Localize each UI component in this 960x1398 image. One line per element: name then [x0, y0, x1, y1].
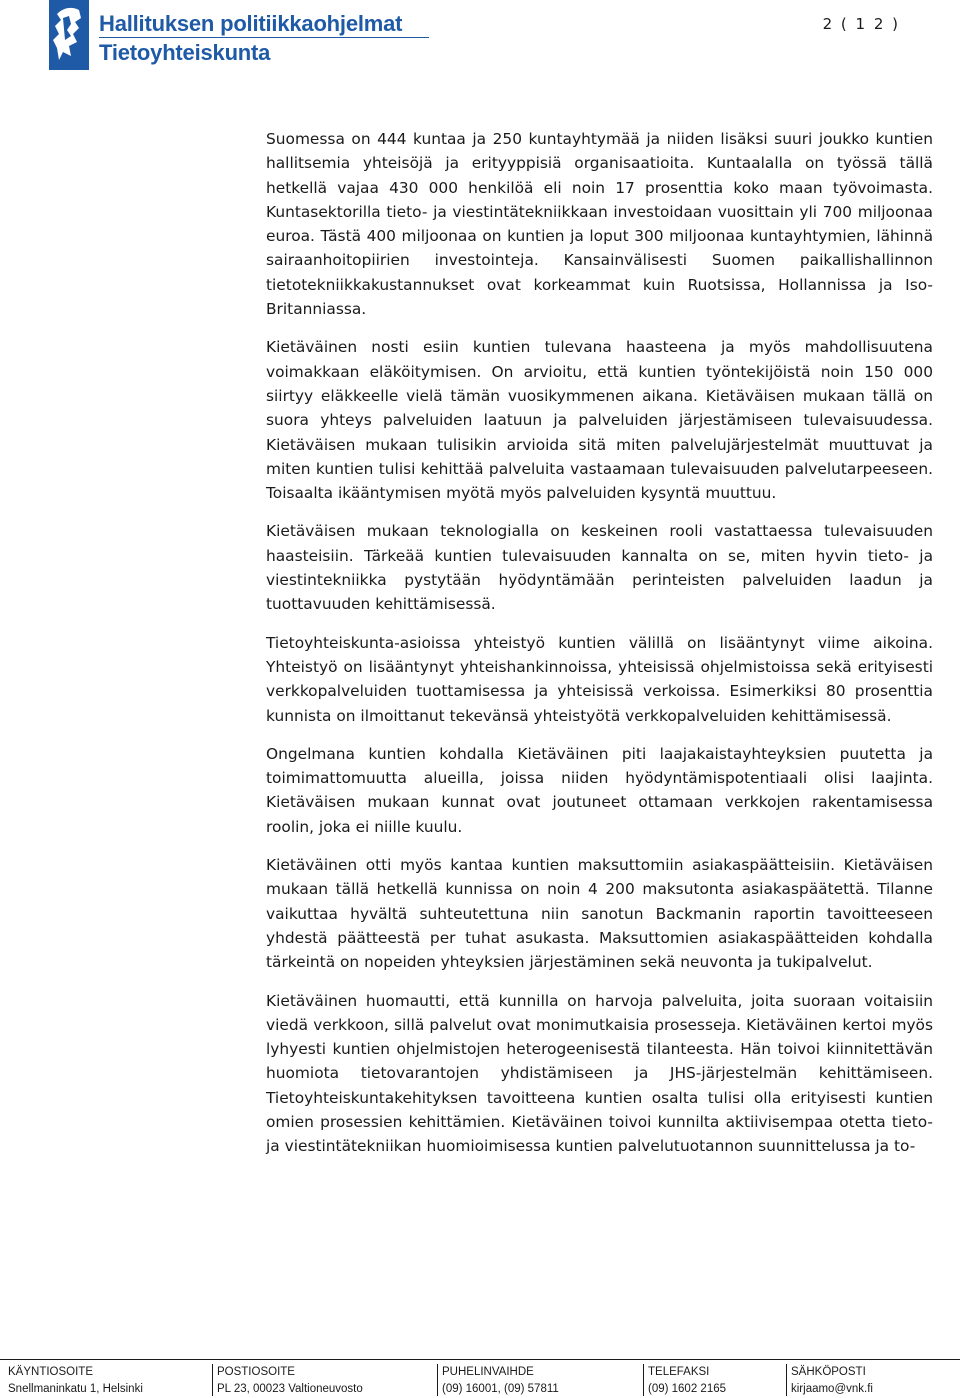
footer-value: Snellmaninkatu 1, Helsinki [8, 1383, 143, 1395]
footer-postal-address [212, 1364, 363, 1396]
paragraph: Kietäväinen nosti esiin kuntien tulevana haasteena ja myös mahdollisuutena voimakkaan eläköitymisen. On arvioitu, että kuntien työntekijöistä noin 150 000 siirtyy eläkkeelle vielä tämän vuosikymmenen aikana. Kietäväisen mukaan tällä on suora yhteys palveluiden laatuun ja palveluiden järjestämiseen tulevaisuudessa. Kietäväisen mukaan tulisikin arvioida sitä miten palvelujärjestelmät muuttuvat ja miten kuntien tulisi kehittää palveluita vastaamaan tulevaisuuden palvelutarpeeseen. Toisaalta ikääntymisen myötä myös palveluiden kysyntä muuttuu. [266, 338, 933, 503]
logo-divider [99, 37, 429, 38]
paragraph: Ongelmana kuntien kohdalla Kietäväinen piti laajakaistayhteyksien puutetta ja toimimattomuutta alueilla, joissa niiden hyödyntämispotentiaali olisi laajinta. Kietäväisen mukaan kunnat ovat joutuneet ottamaan verkkojen rakentamisessa roolin, joka ei niille kuulu. [266, 744, 933, 836]
footer-email [786, 1364, 873, 1396]
footer-value: PL 23, 00023 Valtioneuvosto [217, 1383, 363, 1395]
footer-visiting-address [2, 1364, 143, 1396]
footer-label: SÄHKÖPOSTI [791, 1366, 866, 1378]
paragraph: Tietoyhteiskunta-asioissa yhteistyö kuntien välillä on lisääntynyt viime aikoina. Yhteistyö on lisääntynyt yhteishankinnoissa, yhteisissä ohjelmistoissa sekä erityisesti verkkopalveluiden tuottamisessa ja yhteisissä verkoissa. Esimerkiksi 80 prosenttia kunnista on ilmoittanut tekevänsä yhteistyötä verkkopalveluiden kehittämisessä. [266, 633, 933, 725]
document-body [266, 127, 933, 1173]
footer-phone [437, 1364, 559, 1396]
logo-subtitle: Tietoyhteiskunta [99, 40, 271, 65]
footer-fax [643, 1364, 726, 1396]
page-number: 2 ( 1 2 ) [822, 15, 900, 33]
footer-label: KÄYNTIOSOITE [8, 1366, 93, 1378]
paragraph: Kietäväinen huomautti, että kunnilla on harvoja palveluita, joita suoraan voitaisiin viedä verkkoon, sillä palvelut ovat monimutkaisia prosesseja. Kietäväinen kertoi myös lyhyesti kuntien ohjelmistojen heterogeenisestä tilanteesta. Hän toivoi kiinnitettävän huomiota tietovarantojen yhdistämiseen ja JHS-järjestelmän kehittämiseen. Tietoyhteiskuntakehityksen tavoitteena kuntien osalta tulisi olla erityisesti kuntien omien prosessien kehittämien. Kietäväinen toivoi kunnilta aktiivisempaa otetta tieto- ja viestintätekniikan huomioimisessa kuntien palvelutuotannon suunnittelussa ja to- [266, 991, 933, 1156]
footer-value: (09) 1602 2165 [648, 1383, 727, 1395]
logo-title: Hallituksen politiikkaohjelmat [99, 11, 403, 36]
footer-label: POSTIOSOITE [217, 1366, 295, 1378]
footer-label: PUHELINVAIHDE [442, 1366, 534, 1378]
paragraph: Kietäväinen otti myös kantaa kuntien maksuttomiin asiakaspäätteisiin. Kietäväisen mukaan tällä hetkellä kunnissa on noin 4 200 maksutonta asiakaspäätettä. Tilanne vaikuttaa hyvältä suhteutettuna niin sanotun Backmanin raportin tavoitteeseen yhdestä päätteestä per tuhat asukasta. Maksuttomien asiakaspäätteiden kohdalla tärkeintä on nopeiden yhteyksien järjestäminen sekä neuvonta ja tukipalvelut. [266, 856, 933, 972]
header-logo [49, 0, 429, 70]
paragraph: Kietäväisen mukaan teknologialla on keskeinen rooli vastattaessa tulevaisuuden haasteisiin. Tärkeää kuntien tulevaisuuden kannalta on se, miten hyvin tieto- ja viestintekniikka pystytään hyödyntämään perinteisten palveluiden laadun ja tuottavuuden kehittämisessä. [266, 522, 933, 614]
footer-divider [0, 1359, 960, 1360]
footer-email-link[interactable]: kirjaamo@vnk.fi [791, 1383, 873, 1395]
paragraph: Suomessa on 444 kuntaa ja 250 kuntayhtymää ja niiden lisäksi suuri joukko kuntien hallitsemia yhteisöjä ja erityyppisiä organisaatioita. Kuntaalalla on työssä tällä hetkellä vajaa 430 000 henkilöä eli noin 17 prosenttia koko maan työvoimasta. Kuntasektorilla tieto- ja viestintätekniikkaan investoidaan vuosittain yli 700 miljoonaa euroa. Tästä 400 miljoonaa on kuntien ja loput 300 miljoonaa kuntayhtymien, lähinnä sairaanhoitopiirien investointeja. Kansainvälisesti Suomen paikallishallinnon tietotekniikkakustannukset ovat korkeammat kuin Ruotsissa, Hollannissa ja Iso-Britanniassa. [266, 130, 933, 319]
footer-value: (09) 16001, (09) 57811 [442, 1383, 559, 1395]
coat-of-arms-icon [49, 0, 89, 70]
footer-label: TELEFAKSI [648, 1366, 710, 1378]
footer [0, 1358, 960, 1398]
